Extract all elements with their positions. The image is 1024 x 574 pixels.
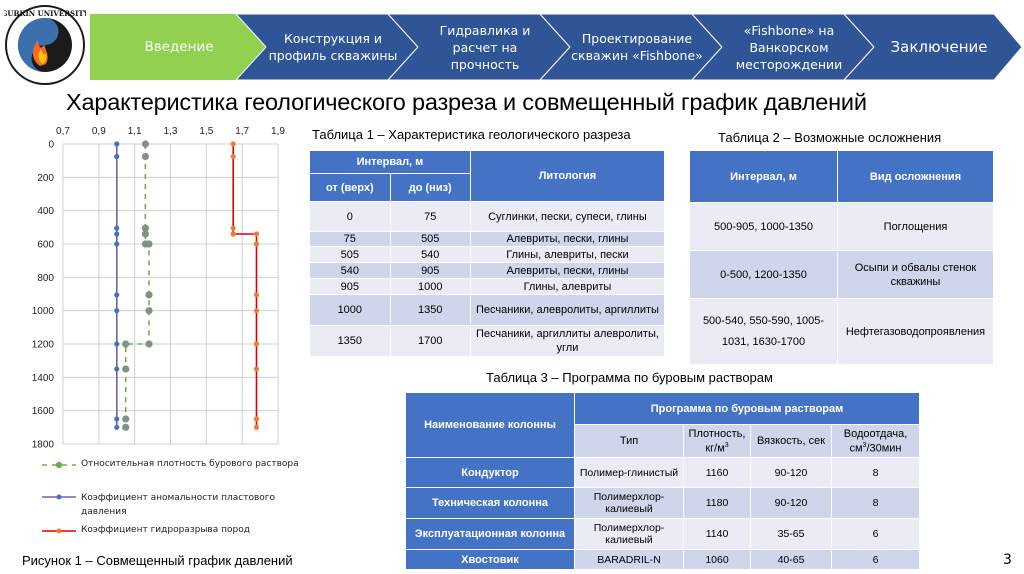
nav-item-label: Введение xyxy=(144,38,214,55)
svg-text:1,5: 1,5 xyxy=(199,126,214,137)
page-number: 3 xyxy=(1003,552,1012,568)
nav-item-label: Конструкция и профиль скважины xyxy=(268,31,398,63)
header-program: Программа по буровым растворам xyxy=(575,393,920,425)
section-nav xyxy=(90,14,1022,80)
table-row: 905 1000 Глины, алевриты xyxy=(310,279,665,295)
table1-caption: Таблица 1 – Характеристика геологического разреза xyxy=(312,127,631,142)
table-row: Техническая колонна Полимерхлор-калиевый 1180 90-120 8 xyxy=(406,488,920,519)
legend-dashed-green-marker-icon xyxy=(40,459,78,471)
table-row: 505 540 Глины, алевриты, пески xyxy=(310,247,665,263)
page-title: Характеристика геологического разреза и совмещенный график давлений xyxy=(66,89,867,115)
nav-item-label: Гидравлика и расчет на прочность xyxy=(439,22,531,72)
header-interval: Интервал, м xyxy=(310,151,471,174)
drilling-fluid-table xyxy=(405,392,920,570)
nav-item-label: Проектирование скважин «Fishbone» xyxy=(571,31,703,63)
nav-item-fishbone-vankor[interactable] xyxy=(692,14,874,80)
nav-item-label: «Fishbone» на Ванкорском месторождении xyxy=(735,22,843,72)
svg-text:GUBKIN UNIVERSITY: GUBKIN UNIVERSITY xyxy=(4,9,86,18)
header-column-name: Наименование колонны xyxy=(406,393,575,458)
legend-item-mud-density: Относительная плотность бурового раствора xyxy=(40,459,299,471)
table-row: 75 505 Алевриты, пески, глины xyxy=(310,232,665,247)
header-type: Тип xyxy=(575,425,684,458)
table-row: Эксплуатационная колонна Полимерхлор-калиевый 1140 35-65 6 xyxy=(406,519,920,550)
svg-text:200: 200 xyxy=(37,172,54,184)
header-to: до (низ) xyxy=(390,174,470,202)
header-interval: Интервал, м xyxy=(690,151,838,203)
table-row: 1000 1350 Песчаники, алевролиты, аргиллиты xyxy=(310,295,665,326)
svg-text:1,3: 1,3 xyxy=(163,126,178,137)
header-viscosity: Вязкость, сек xyxy=(751,425,832,458)
table-row: 0 75 Суглинки, пески, супеси, глины xyxy=(310,202,665,232)
legend-blue-line-marker-icon xyxy=(40,491,78,503)
table-row: 0-500, 1200-1350 Осыпи и обвалы стенок скважины xyxy=(690,251,994,299)
svg-text:1000: 1000 xyxy=(31,306,54,318)
geology-table xyxy=(309,150,665,357)
svg-text:400: 400 xyxy=(37,206,54,218)
svg-text:1,7: 1,7 xyxy=(235,126,250,137)
svg-text:1,9: 1,9 xyxy=(271,126,285,137)
header-density: Плотность, $кг/м^3$ xyxy=(684,425,751,458)
table-row: 540 905 Алевриты, пески, глины xyxy=(310,263,665,279)
chart-plot xyxy=(0,122,300,452)
pressure-chart xyxy=(0,122,300,452)
table3-caption: Таблица 3 – Программа по буровым растворам xyxy=(486,370,773,385)
svg-text:1600: 1600 xyxy=(31,406,54,418)
nav-item-label: Заключение xyxy=(890,37,988,56)
legend-item-fracture: Коэффициент гидроразрыва пород xyxy=(40,525,250,537)
table-row: 500-540, 550-590, 1005-1031, 1630-1700 Нефтегазоводопроявления xyxy=(690,299,994,365)
table-row: 500-905, 1000-1350 Поглощения xyxy=(690,203,994,251)
complications-table xyxy=(689,150,994,365)
table-row: Кондуктор Полимер-глинистый 1160 90-120 8 xyxy=(406,458,920,488)
svg-text:1800: 1800 xyxy=(31,439,54,451)
header-from: от (верх) xyxy=(310,174,391,202)
legend-item-pore-pressure: Коэффициент аномальности пластового давления xyxy=(40,491,290,519)
figure-caption: Рисунок 1 – Совмещенный график давлений xyxy=(22,553,293,568)
table-row: 1350 1700 Песчаники, аргиллиты алевролиты, угли xyxy=(310,326,665,357)
svg-text:0,9: 0,9 xyxy=(91,126,106,137)
table-row: Хвостовик BARADRIL-N 1060 40-65 6 xyxy=(406,550,920,570)
table2-caption: Таблица 2 – Возможные осложнения xyxy=(718,130,942,145)
svg-text:0: 0 xyxy=(48,139,54,151)
svg-text:800: 800 xyxy=(37,272,54,284)
svg-text:1,1: 1,1 xyxy=(127,126,142,137)
svg-text:0,7: 0,7 xyxy=(56,126,70,137)
header-lithology: Литология xyxy=(470,151,664,202)
svg-text:600: 600 xyxy=(37,239,54,251)
svg-text:1400: 1400 xyxy=(31,372,54,384)
university-logo xyxy=(4,4,86,86)
header-water-loss: Водоотдача, $см^3/30мин$ xyxy=(832,425,920,458)
header-complication-type: Вид осложнения xyxy=(838,151,994,203)
svg-text:1200: 1200 xyxy=(31,339,54,351)
legend-red-line-marker-icon xyxy=(40,525,78,537)
